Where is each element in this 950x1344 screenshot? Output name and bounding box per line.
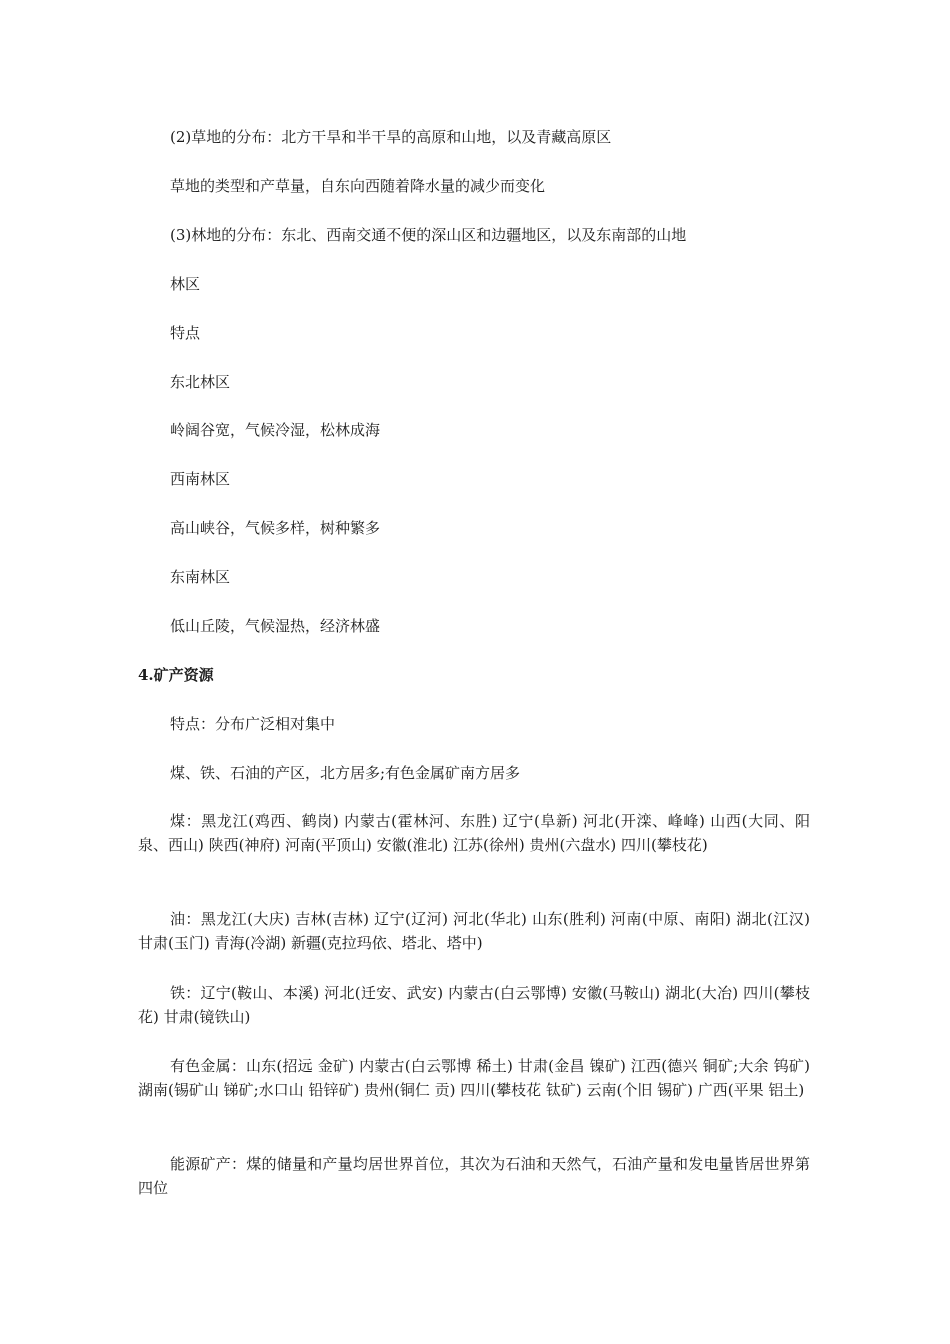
paragraph-northeast-forest: 东北林区 <box>170 373 231 391</box>
paragraph-grassland-types: 草地的类型和产草量，自东向西随着降水量的减少而变化 <box>170 177 546 195</box>
paragraph-southeast-forest: 东南林区 <box>170 568 231 586</box>
paragraph-southeast-forest-features: 低山丘陵，气候湿热，经济林盛 <box>170 617 381 635</box>
paragraph-coal: 煤：黑龙江(鸡西、鹤岗) 内蒙古(霍林河、东胜) 辽宁(阜新) 河北(开滦、峰峰) 山西(大同、阳泉、西山) 陕西(神府) 河南(平顶山) 安徽(淮北) 江苏(徐州) 贵州(六盘水) 四川(攀枝花) <box>138 812 810 854</box>
paragraph-iron: 铁：辽宁(鞍山、本溪) 河北(迁安、武安) 内蒙古(白云鄂博) 安徽(马鞍山) 湖北(大冶) 四川(攀枝花) 甘肃(镜铁山) <box>138 984 810 1026</box>
paragraph-oil: 油：黑龙江(大庆) 吉林(吉林) 辽宁(辽河) 河北(华北) 山东(胜利) 河南(中原、南阳) 湖北(江汉) 甘肃(玉门) 青海(冷湖) 新疆(克拉玛依、塔北、塔中) <box>138 910 810 952</box>
paragraph-nonferrous-metals: 有色金属：山东(招远 金矿) 内蒙古(白云鄂博 稀土) 甘肃(金昌 镍矿) 江西(德兴 铜矿;大余 钨矿) 湖南(锡矿山 锑矿;水口山 铅锌矿) 贵州(铜仁 贡) 四川(攀枝花 钛矿) 云南(个旧 锡矿) 广西(平果 铝土) <box>138 1057 810 1099</box>
paragraph-mineral-features: 特点：分布广泛相对集中 <box>170 715 336 733</box>
paragraph-grassland-distribution: (2)草地的分布：北方干旱和半干旱的高原和山地，以及青藏高原区 <box>170 128 612 146</box>
paragraph-energy-minerals: 能源矿产：煤的储量和产量均居世界首位，其次为石油和天然气，石油产量和发电量皆居世界第四位 <box>138 1155 810 1197</box>
paragraph-mineral-north-south: 煤、铁、石油的产区，北方居多;有色金属矿南方居多 <box>170 764 521 782</box>
paragraph-southwest-forest-features: 高山峡谷，气候多样，树种繁多 <box>170 519 381 537</box>
paragraph-northeast-forest-features: 岭阔谷宽，气候冷湿，松林成海 <box>170 421 381 439</box>
paragraph-southwest-forest: 西南林区 <box>170 470 231 488</box>
paragraph-forest-distribution: (3)林地的分布：东北、西南交通不便的深山区和边疆地区，以及东南部的山地 <box>170 226 687 244</box>
paragraph-features-label: 特点 <box>170 324 201 342</box>
paragraph-forest-region-label: 林区 <box>170 275 201 293</box>
section-heading-minerals: 4.矿产资源 <box>138 666 214 684</box>
